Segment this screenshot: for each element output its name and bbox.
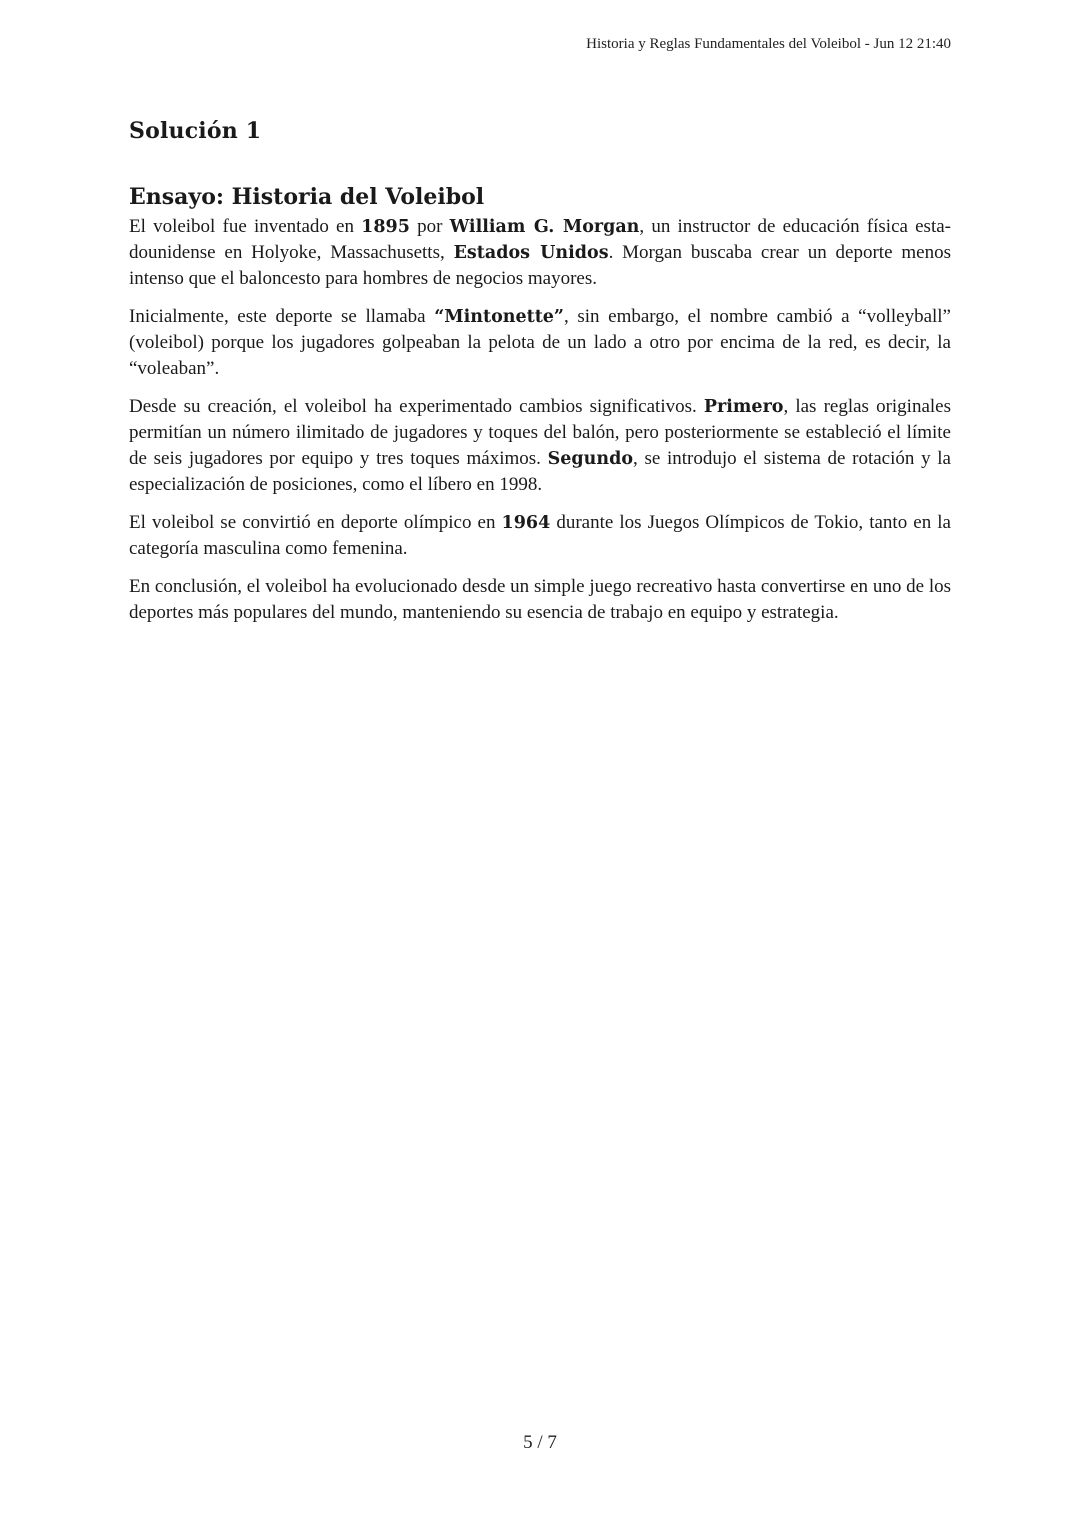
text-run: El voleibol fue inventado en xyxy=(129,216,362,237)
essay-paragraph-4 xyxy=(129,510,951,562)
text-run: , se introdujo el sistema de rotación y la especialización de posiciones, como el líbero en 1998. xyxy=(129,448,951,495)
essay-title: Ensayo: Historia del Voleibol xyxy=(129,184,485,210)
text-run: En conclusión, el voleibol ha evolucionado desde un simple juego recreativo hasta convertirse en uno de los deportes más populares del mundo, manteniendo su esencia de trabajo en equipo y estrategia. xyxy=(129,576,951,623)
essay-paragraph-2 xyxy=(129,304,951,382)
bold-original-name: “Mintonette” xyxy=(434,307,564,327)
text-run: El voleibol se convirtió en deporte olímpico en xyxy=(129,512,502,533)
bold-olympic-year: 1964 xyxy=(501,513,551,533)
text-run: , un instructor de educación física estadounidense en Holyoke, Massachusetts, xyxy=(129,216,951,263)
essay-paragraph-3 xyxy=(129,394,951,498)
running-header: Historia y Reglas Fundamentales del Voleibol - Jun 12 21:40 xyxy=(586,36,951,52)
text-run: . Morgan buscaba crear un deporte menos intenso que el baloncesto para hombres de negocios mayores. xyxy=(129,242,951,289)
solution-title: Solución 1 xyxy=(129,118,262,144)
text-run: por xyxy=(409,216,450,237)
bold-second: Segundo xyxy=(547,449,634,469)
bold-first: Primero xyxy=(703,397,784,417)
text-run: , sin embargo, el nombre cambió a “volleyball” (voleibol) porque los jugadores golpeaban la pelota de un lado a otro por encima de la red, es decir, la “voleaban”. xyxy=(129,306,951,379)
page-content xyxy=(129,118,951,638)
text-run: , las reglas originales permitían un número ilimitado de jugadores y toques del balón, pero posteriormente se estableció el límite de seis jugadores por equipo y tres toques máximos. xyxy=(129,396,952,469)
bold-year: 1895 xyxy=(361,217,410,237)
essay-paragraph-1 xyxy=(129,214,951,292)
text-run: durante los Juegos Olímpicos de Tokio, tanto en la categoría masculina como femenina. xyxy=(129,512,951,559)
page-number: 5 / 7 xyxy=(523,1432,557,1453)
bold-inventor: William G. Morgan xyxy=(449,217,640,237)
text-run: Inicialmente, este deporte se llamaba xyxy=(129,306,435,327)
bold-country: Estados Unidos xyxy=(453,243,609,263)
essay-paragraph-5 xyxy=(129,574,951,626)
text-run: Desde su creación, el voleibol ha experimentado cambios significativos. xyxy=(129,396,704,417)
